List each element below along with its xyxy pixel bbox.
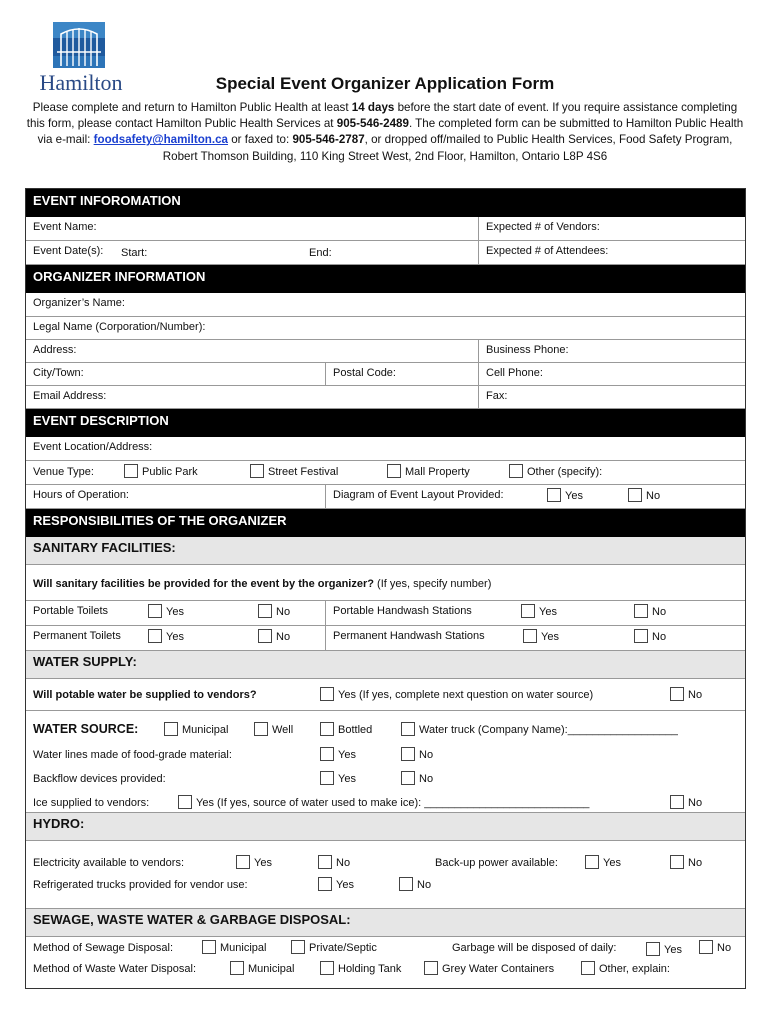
portable-handwash-no-checkbox[interactable] bbox=[634, 604, 648, 618]
venue-public-park[interactable]: Public Park bbox=[124, 464, 198, 478]
responsibilities-header: RESPONSIBILITIES OF THE ORGANIZER bbox=[26, 509, 745, 537]
email-address-field[interactable]: Email Address: bbox=[26, 386, 479, 408]
postal-code-field[interactable]: Postal Code: bbox=[326, 363, 479, 385]
refrigerated-label: Refrigerated trucks provided for vendor use: bbox=[33, 879, 248, 891]
other-waste-checkbox[interactable] bbox=[581, 961, 595, 975]
water-supply-no-checkbox[interactable] bbox=[670, 687, 684, 701]
diagram-no[interactable]: No bbox=[628, 488, 660, 502]
electricity-label: Electricity available to vendors: bbox=[33, 857, 185, 869]
private-septic-checkbox[interactable] bbox=[291, 940, 305, 954]
sewage-header: SEWAGE, WASTE WATER & GARBAGE DISPOSAL: bbox=[26, 909, 745, 937]
street-festival-checkbox[interactable] bbox=[250, 464, 264, 478]
intro-paragraph: Please complete and return to Hamilton Public Health at least 14 days before the start date of event. If you require assistance completing this form, please contact Hamilton Public Health Services at 905-546-2489. The completed form can be submitted to Hamilton Public Health via e-mail: foodsafety@hamilton.ca or faxed to: 905-546-2787, or dropped off/mailed to Public Health Services, Food Safety Program, Robert Thomson Building, 110 King Street West, 2nd Floor, Hamilton, Ontario L8P 4S6 bbox=[26, 101, 744, 163]
event-name-row bbox=[26, 217, 745, 241]
water-truck-checkbox[interactable] bbox=[401, 722, 415, 736]
ice-no-checkbox[interactable] bbox=[670, 795, 684, 809]
sanitary-header: SANITARY FACILITIES: bbox=[26, 537, 745, 565]
venue-mall-property[interactable]: Mall Property bbox=[387, 464, 470, 478]
permanent-toilets-yes-checkbox[interactable] bbox=[148, 629, 162, 643]
backup-no-checkbox[interactable] bbox=[670, 855, 684, 869]
fax-field[interactable]: Fax: bbox=[486, 390, 508, 402]
water-supply-yes-checkbox[interactable] bbox=[320, 687, 334, 701]
page-title: Special Event Organizer Application Form bbox=[215, 74, 555, 93]
backflow-label: Backflow devices provided: bbox=[33, 773, 166, 785]
deadline-days: 14 days bbox=[351, 101, 395, 114]
business-phone-field[interactable]: Business Phone: bbox=[486, 344, 569, 356]
hydro-header: HYDRO: bbox=[26, 813, 745, 841]
ice-label: Ice supplied to vendors: bbox=[33, 797, 150, 809]
event-dates-row bbox=[26, 241, 745, 265]
permanent-handwash-no-checkbox[interactable] bbox=[634, 629, 648, 643]
logo-text: Hamilton bbox=[39, 70, 123, 95]
application-form: EVENT INFOROMATION Event Name: Expected # of Vendors: Event Date(s): Start: End: Expected # of Attendees: ORGANIZER INFORMATION Organizer’s Name: Legal Name (Corporation/Number): Address: Business Phone: City/Town: Postal Code: Cell Phone: Email Address: Fax: EVENT DESCRIPTION Event Location/Address: Venue Type: Public Park Street Festival Mall Property Other (specify): Hours of Operation: Diagram of Event Layout Provided: Yes No RESPONSIBILITIES OF THE ORGANIZER SANITARY FACILITIES: Will sanitary facilities be provided for the event by the organizer? (If yes, specify number) Portable Toilets Yes No Portable Handwash Stations Yes No Permanent Toilets Yes No Permanent Handwash Stations Yes No WATER SUPPLY: Will potable water be supplied to vendors? Yes (If yes, complete next question on water source) No WATER SOURCE: Municipal Well Bottled Water truck (Company Name):__________________ Water lines made of food-grade material: Yes No Backflow devices provided: Yes No Ice supplied to vendors: Yes (If yes, source of water used to make ice): ___________________________ No HYDRO: Electricity available to vendors: Yes No Back-up power available: Yes No Refrigerated trucks provided for vendor use: Yes No SEWAGE, WASTE WATER & GARBAGE DISPOSAL: Method of Sewage Disposal: Municipal Private/Septic Garbage will be disposed of daily: Yes No Method of Waste Water Disposal: Municipal Holding Tank Grey Water Containers Other, explain: bbox=[25, 188, 746, 989]
event-dates-field[interactable]: Event Date(s): Start: End: bbox=[26, 241, 479, 264]
waste-water-municipal-checkbox[interactable] bbox=[230, 961, 244, 975]
hours-field[interactable]: Hours of Operation: bbox=[26, 485, 326, 508]
mall-property-checkbox[interactable] bbox=[387, 464, 401, 478]
permanent-toilets-label: Permanent Toilets bbox=[33, 630, 121, 642]
water-supply-header: WATER SUPPLY: bbox=[26, 651, 745, 679]
sewage-municipal-checkbox[interactable] bbox=[202, 940, 216, 954]
food-grade-label: Water lines made of food-grade material: bbox=[33, 749, 232, 761]
backup-power-label: Back-up power available: bbox=[435, 857, 558, 869]
municipal-water-checkbox[interactable] bbox=[164, 722, 178, 736]
expected-vendors-field[interactable]: Expected # of Vendors: bbox=[486, 221, 600, 233]
water-supply-question: Will potable water be supplied to vendors? bbox=[33, 689, 257, 701]
well-water-checkbox[interactable] bbox=[254, 722, 268, 736]
expected-attendees-field[interactable]: Expected # of Attendees: bbox=[486, 245, 609, 257]
organizer-name-field[interactable]: Organizer’s Name: bbox=[33, 297, 125, 309]
backflow-no-checkbox[interactable] bbox=[401, 771, 415, 785]
electricity-no-checkbox[interactable] bbox=[318, 855, 332, 869]
phone-number: 905-546-2489 bbox=[336, 117, 409, 131]
diagram-yes-checkbox[interactable] bbox=[547, 488, 561, 502]
permanent-handwash-yes-checkbox[interactable] bbox=[523, 629, 537, 643]
ice-yes-checkbox[interactable] bbox=[178, 795, 192, 809]
backflow-yes-checkbox[interactable] bbox=[320, 771, 334, 785]
sewage-method-label: Method of Sewage Disposal: bbox=[33, 942, 174, 954]
venue-street-festival[interactable]: Street Festival bbox=[250, 464, 338, 478]
event-name-field[interactable]: Event Name: bbox=[26, 217, 479, 240]
public-park-checkbox[interactable] bbox=[124, 464, 138, 478]
water-source-label: WATER SOURCE: bbox=[33, 722, 139, 736]
legal-name-field[interactable]: Legal Name (Corporation/Number): bbox=[33, 321, 206, 333]
fax-number: 905-546-2787 bbox=[292, 133, 365, 147]
start-date-label: Start: bbox=[121, 247, 148, 259]
diagram-no-checkbox[interactable] bbox=[628, 488, 642, 502]
other-venue-checkbox[interactable] bbox=[509, 464, 523, 478]
refrigerated-yes-checkbox[interactable] bbox=[318, 877, 332, 891]
water-source-block: WATER SOURCE: Municipal Well Bottled Water truck (Company Name):__________________ Water lines made of food-grade material: Yes No Backflow devices provided: Yes No Ice supplied to vendors: Yes (If yes, source of water used to make ice): ___________________________ No bbox=[26, 711, 745, 813]
food-grade-no-checkbox[interactable] bbox=[401, 747, 415, 761]
electricity-yes-checkbox[interactable] bbox=[236, 855, 250, 869]
permanent-toilets-no-checkbox[interactable] bbox=[258, 629, 272, 643]
event-description-header: EVENT DESCRIPTION bbox=[26, 409, 745, 437]
email-link[interactable]: foodsafety@hamilton.ca bbox=[93, 133, 228, 147]
grey-water-checkbox[interactable] bbox=[424, 961, 438, 975]
portable-handwash-label: Portable Handwash Stations bbox=[333, 605, 472, 617]
hamilton-logo-icon bbox=[53, 22, 105, 68]
waste-water-label: Method of Waste Water Disposal: bbox=[33, 963, 197, 975]
holding-tank-checkbox[interactable] bbox=[320, 961, 334, 975]
diagram-yes[interactable]: Yes bbox=[547, 488, 583, 502]
diagram-provided-field: Diagram of Event Layout Provided: Yes No bbox=[333, 489, 661, 502]
garbage-label: Garbage will be disposed of daily: bbox=[452, 942, 617, 954]
garbage-yes-checkbox[interactable] bbox=[646, 942, 660, 956]
address-field[interactable]: Address: bbox=[26, 340, 479, 362]
venue-type-row bbox=[26, 461, 745, 485]
organizer-header: ORGANIZER INFORMATION bbox=[26, 265, 745, 293]
cell-phone-field[interactable]: Cell Phone: bbox=[486, 367, 543, 379]
venue-other[interactable]: Other (specify): bbox=[509, 464, 602, 478]
sanitary-question: Will sanitary facilities be provided for the event by the organizer? (If yes, specify number) bbox=[33, 578, 492, 590]
portable-handwash-yes-checkbox[interactable] bbox=[521, 604, 535, 618]
end-date-label: End: bbox=[309, 247, 332, 259]
hydro-block: Electricity available to vendors: Yes No Back-up power available: Yes No Refrigerated trucks provided for vendor use: Yes No bbox=[26, 841, 745, 909]
backup-yes-checkbox[interactable] bbox=[585, 855, 599, 869]
event-location-field[interactable]: Event Location/Address: bbox=[33, 441, 153, 453]
event-info-header: EVENT INFOROMATION bbox=[26, 189, 745, 217]
garbage-no-checkbox[interactable] bbox=[699, 940, 713, 954]
permanent-handwash-label: Permanent Handwash Stations bbox=[333, 630, 485, 642]
food-grade-yes-checkbox[interactable] bbox=[320, 747, 334, 761]
venue-type-label: Venue Type: bbox=[33, 466, 94, 478]
city-field[interactable]: City/Town: bbox=[26, 363, 326, 385]
bottled-water-checkbox[interactable] bbox=[320, 722, 334, 736]
portable-toilets-yes-checkbox[interactable] bbox=[148, 604, 162, 618]
refrigerated-no-checkbox[interactable] bbox=[399, 877, 413, 891]
portable-toilets-label: Portable Toilets bbox=[33, 605, 109, 617]
sewage-block: Method of Sewage Disposal: Municipal Private/Septic Garbage will be disposed of daily: Yes No Method of Waste Water Disposal: Municipal Holding Tank Grey Water Containers Other, explain: bbox=[33, 942, 732, 975]
portable-toilets-no-checkbox[interactable] bbox=[258, 604, 272, 618]
